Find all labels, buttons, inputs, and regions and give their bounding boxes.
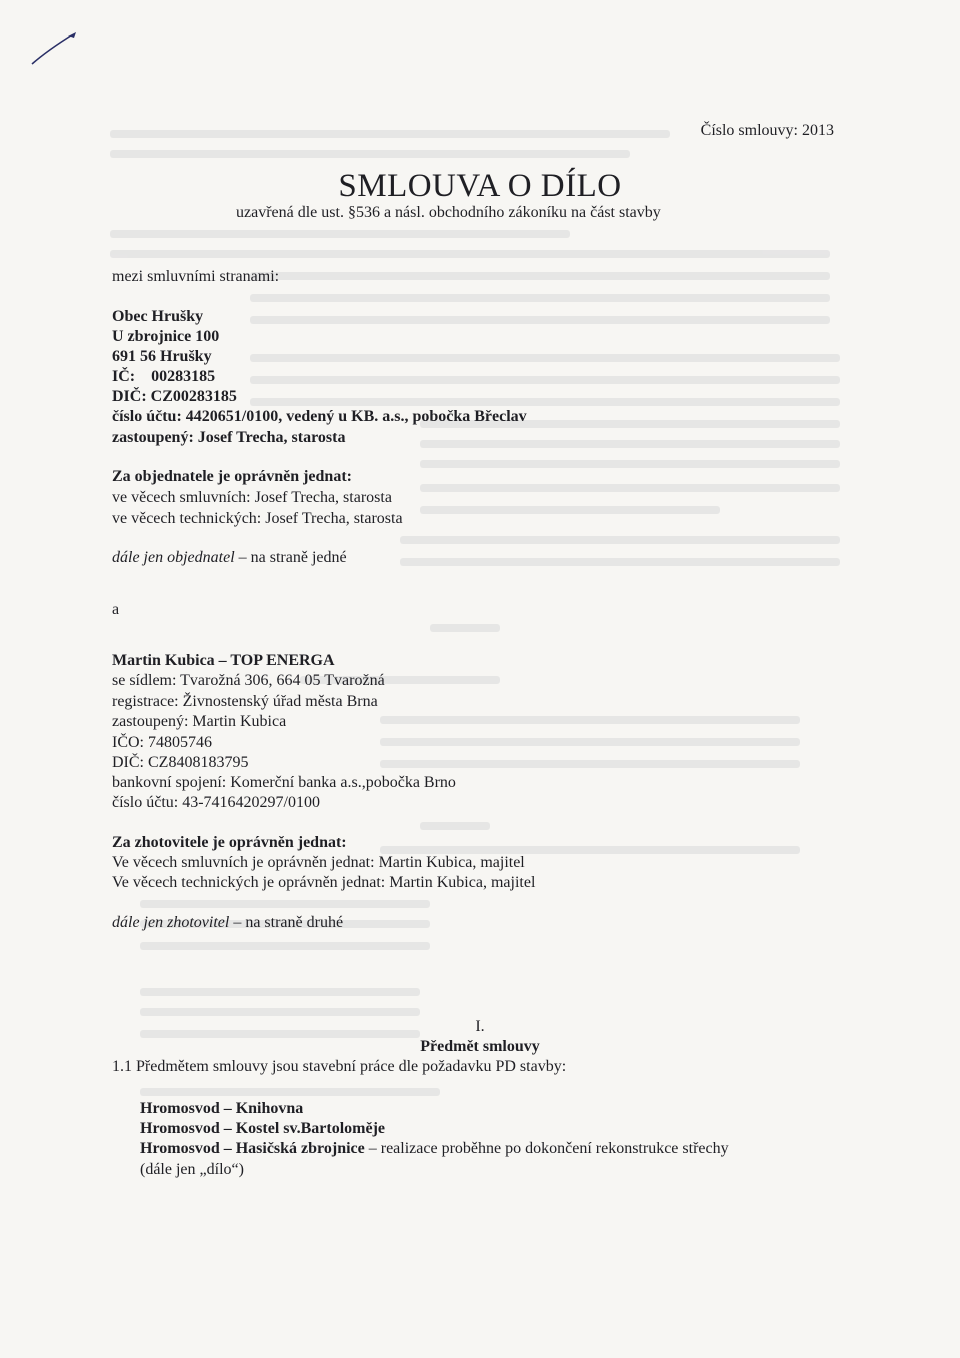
contractor-authorized-heading: Za zhotovitele je oprávněn jednat: xyxy=(112,834,347,851)
contractor-authorized-contract: Ve věcech smluvních je oprávněn jednat: Martin Kubica, majitel xyxy=(112,854,525,871)
contract-number: Číslo smlouvy: 2013 xyxy=(700,122,834,139)
contractor-bank: bankovní spojení: Komerční banka a.s.,pobočka Brno xyxy=(112,774,456,791)
contractor-registration: registrace: Živnostenský úřad města Brna xyxy=(112,693,378,710)
subject-item-church: Hromosvod – Kostel sv.Bartoloměje xyxy=(140,1120,386,1137)
subject-item-firestation xyxy=(140,1140,729,1158)
client-name: Obec Hrušky xyxy=(112,308,204,325)
contractor-dic: DIČ: CZ8408183795 xyxy=(112,754,249,771)
client-city: 691 56 Hrušky xyxy=(112,348,212,365)
subject-item-library: Hromosvod – Knihovna xyxy=(140,1100,304,1117)
client-authorized-technical: ve věcech technických: Josef Trecha, starosta xyxy=(112,510,403,527)
contractor-name: Martin Kubica – TOP ENERGA xyxy=(112,652,335,669)
contractor-role-label: dále jen zhotovitel xyxy=(112,914,230,931)
section-intro: 1.1 Předmětem smlouvy jsou stavební práce dle požadavku PD stavby: xyxy=(112,1058,567,1075)
client-role-label: dále jen objednatel xyxy=(112,549,235,566)
subject-item-firestation-name: Hromosvod – Hasičská zbrojnice xyxy=(140,1140,365,1157)
client-authorized-heading: Za objednatele je oprávněn jednat: xyxy=(112,468,352,485)
contractor-represented: zastoupený: Martin Kubica xyxy=(112,713,287,730)
parties-intro: mezi smluvními stranami: xyxy=(112,268,280,285)
section-heading: Předmět smlouvy xyxy=(420,1038,540,1055)
subject-item-firestation-note: – realizace proběhne po dokončení rekonstrukce střechy xyxy=(364,1140,729,1157)
client-ic: IČ: 00283185 xyxy=(112,368,216,385)
contractor-account: číslo účtu: 43-7416420297/0100 xyxy=(112,794,320,811)
client-role-line xyxy=(112,549,347,567)
contractor-role-side: – na straně druhé xyxy=(229,914,344,931)
contractor-role-line xyxy=(112,914,343,932)
client-role-side: – na straně jedné xyxy=(234,549,347,566)
client-dic: DIČ: CZ00283185 xyxy=(112,388,237,405)
contractor-ico: IČO: 74805746 xyxy=(112,734,212,751)
subject-closing: (dále jen „dílo“) xyxy=(140,1161,244,1178)
client-represented: zastoupený: Josef Trecha, starosta xyxy=(112,429,346,446)
conjunction: a xyxy=(112,601,120,618)
client-street: U zbrojnice 100 xyxy=(112,328,220,345)
client-authorized-contract: ve věcech smluvních: Josef Trecha, starosta xyxy=(112,489,392,506)
document-title: SMLOUVA O DÍLO xyxy=(338,168,622,204)
contractor-authorized-technical: Ve věcech technických je oprávněn jednat: Martin Kubica, majitel xyxy=(112,874,536,891)
contractor-seat: se sídlem: Tvarožná 306, 664 05 Tvarožná xyxy=(112,672,385,689)
document-subtitle: uzavřená dle ust. §536 a násl. obchodního zákoníku na část stavby xyxy=(236,204,661,221)
section-number: I. xyxy=(475,1018,485,1035)
client-bank-account: číslo účtu: 4420651/0100, vedený u KB. a.s., pobočka Břeclav xyxy=(112,408,527,425)
